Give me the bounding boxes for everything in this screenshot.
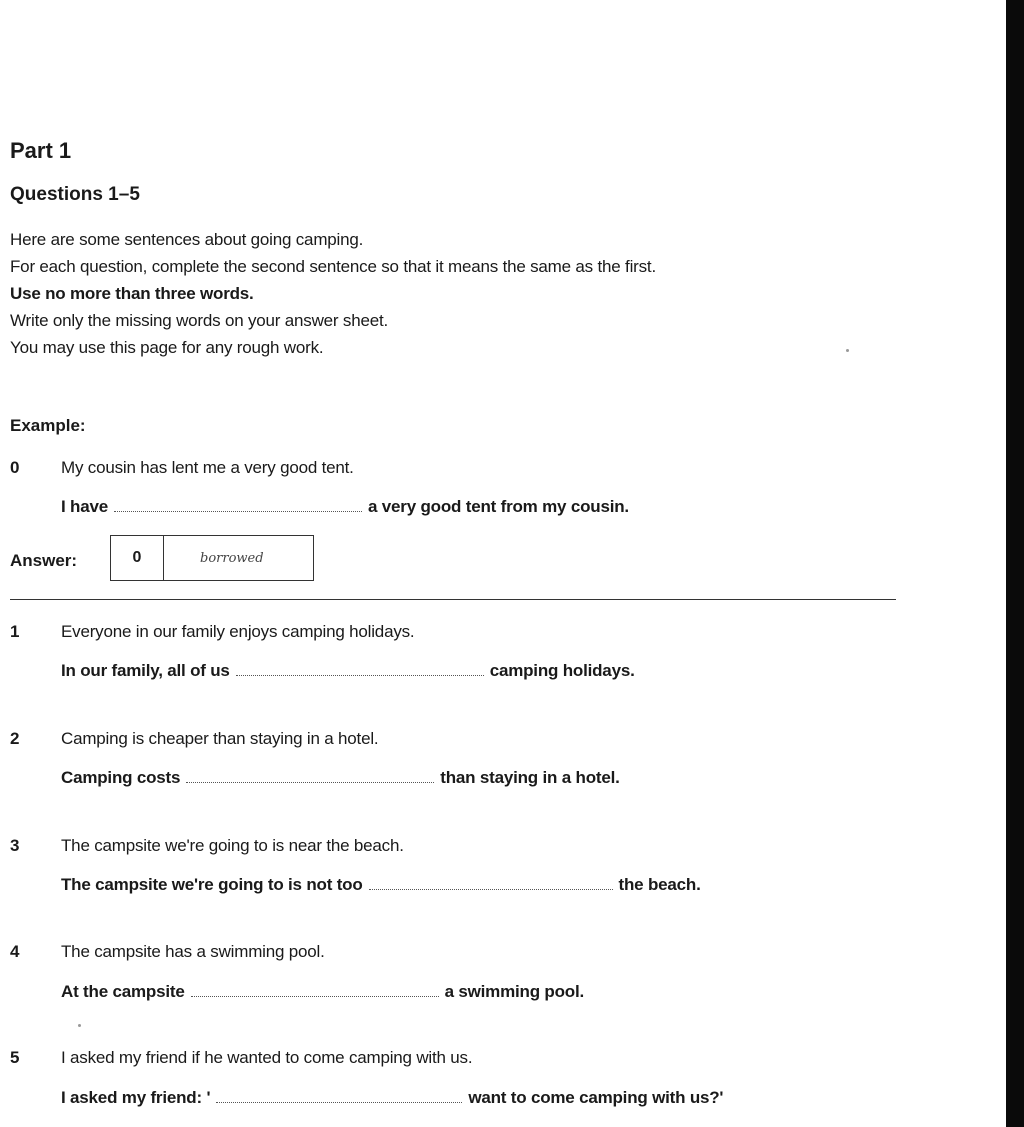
question-sentence: The campsite has a swimming pool. bbox=[61, 942, 325, 961]
part-title: Part 1 bbox=[10, 138, 72, 163]
example-sentence: My cousin has lent me a very good tent. bbox=[61, 458, 354, 477]
answer-number: 0 bbox=[111, 536, 164, 580]
question-number: 3 bbox=[10, 836, 20, 855]
answer-blank bbox=[369, 888, 613, 890]
question-suffix: a swimming pool. bbox=[444, 982, 585, 1001]
answer-text: borrowed bbox=[200, 550, 264, 566]
question-prefix: In our family, all of us bbox=[61, 661, 230, 680]
instruction-line: You may use this page for any rough work. bbox=[10, 338, 324, 357]
scan-speck bbox=[78, 1024, 81, 1027]
question-transformation bbox=[61, 982, 584, 1002]
example-number: 0 bbox=[10, 458, 20, 477]
question-suffix: camping holidays. bbox=[489, 661, 635, 680]
question-prefix: I asked my friend: ' bbox=[61, 1088, 211, 1107]
question-transformation bbox=[61, 1088, 723, 1108]
question-sentence: The campsite we're going to is near the beach. bbox=[61, 836, 404, 855]
question-transformation bbox=[61, 661, 635, 681]
instruction-line: For each question, complete the second sentence so that it means the same as the first. bbox=[10, 257, 656, 276]
scan-speck bbox=[846, 349, 849, 352]
scan-edge-bar bbox=[1006, 0, 1024, 1127]
answer-blank bbox=[236, 674, 484, 676]
instruction-line: Here are some sentences about going camping. bbox=[10, 230, 364, 249]
answer-blank bbox=[191, 995, 439, 997]
example-suffix: a very good tent from my cousin. bbox=[368, 497, 629, 516]
question-number: 5 bbox=[10, 1048, 20, 1067]
question-transformation bbox=[61, 768, 620, 788]
question-number: 4 bbox=[10, 942, 20, 961]
example-label: Example: bbox=[10, 416, 86, 435]
question-sentence: Everyone in our family enjoys camping holidays. bbox=[61, 622, 415, 641]
answer-blank bbox=[114, 510, 362, 512]
example-transformation bbox=[61, 497, 629, 517]
answer-blank bbox=[216, 1101, 462, 1103]
question-suffix: the beach. bbox=[618, 875, 701, 894]
question-number: 2 bbox=[10, 729, 20, 748]
answer-label: Answer: bbox=[10, 551, 78, 570]
answer-blank bbox=[186, 781, 434, 783]
question-prefix: Camping costs bbox=[61, 768, 181, 787]
questions-range: Questions 1–5 bbox=[10, 184, 140, 205]
question-prefix: At the campsite bbox=[61, 982, 185, 1001]
question-number: 1 bbox=[10, 622, 20, 641]
question-suffix: want to come camping with us?' bbox=[468, 1088, 724, 1107]
question-sentence: Camping is cheaper than staying in a hotel. bbox=[61, 729, 379, 748]
divider bbox=[10, 599, 896, 600]
question-prefix: The campsite we're going to is not too bbox=[61, 875, 363, 894]
question-sentence: I asked my friend if he wanted to come camping with us. bbox=[61, 1048, 473, 1067]
example-answer-box bbox=[110, 535, 314, 581]
instruction-line: Write only the missing words on your answer sheet. bbox=[10, 311, 389, 330]
question-transformation bbox=[61, 875, 701, 895]
instruction-line-bold: Use no more than three words. bbox=[10, 284, 254, 303]
question-suffix: than staying in a hotel. bbox=[440, 768, 620, 787]
example-prefix: I have bbox=[61, 497, 108, 516]
